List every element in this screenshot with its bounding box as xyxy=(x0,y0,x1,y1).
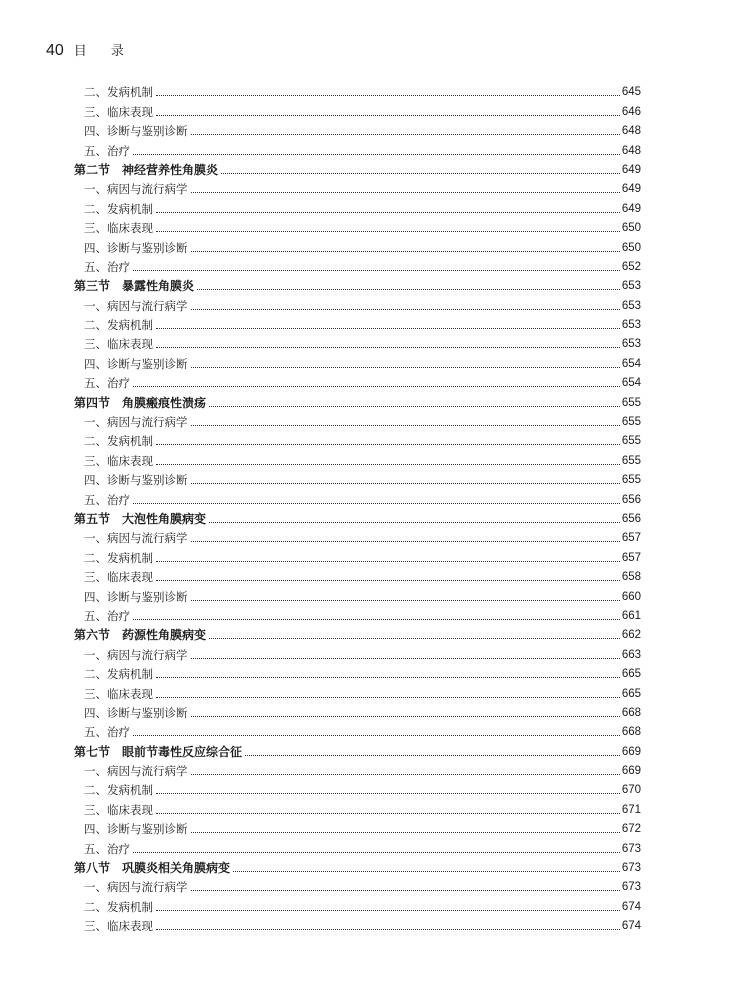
toc-subsection-entry[interactable] xyxy=(74,681,641,700)
toc-entry-label: 二、发病机制 xyxy=(84,318,153,333)
toc-subsection-entry[interactable] xyxy=(74,468,641,487)
toc-entry-label: 二、发病机制 xyxy=(84,434,153,449)
toc-entry-page-number: 669 xyxy=(621,745,641,758)
toc-entry-page-number: 654 xyxy=(621,357,641,370)
toc-entry-label: 三、临床表现 xyxy=(84,686,153,701)
toc-entry-label: 一、病因与流行病学 xyxy=(84,531,188,546)
toc-entry-page-number: 657 xyxy=(621,532,641,545)
toc-entry-label: 三、临床表现 xyxy=(84,453,153,468)
toc-subsection-entry[interactable] xyxy=(74,565,641,584)
toc-entry-label: 五、治疗 xyxy=(84,608,130,623)
toc-entry-page-number: 657 xyxy=(621,551,641,564)
toc-dot-leader xyxy=(233,870,620,872)
toc-dot-leader xyxy=(191,250,620,252)
toc-dot-leader xyxy=(133,269,620,271)
toc-dot-leader xyxy=(191,889,620,891)
toc-dot-leader xyxy=(191,773,620,775)
table-of-contents xyxy=(74,80,641,933)
toc-entry-page-number: 655 xyxy=(621,454,641,467)
toc-entry-page-number: 653 xyxy=(621,280,641,293)
toc-dot-leader xyxy=(133,851,620,853)
toc-dot-leader xyxy=(156,443,620,445)
toc-entry-page-number: 656 xyxy=(621,493,641,506)
toc-subsection-entry[interactable] xyxy=(74,410,641,429)
toc-subsection-entry[interactable] xyxy=(74,138,641,157)
toc-entry-page-number: 645 xyxy=(621,86,641,99)
toc-entry-label: 第七节 眼前节毒性反应综合征 xyxy=(74,744,243,759)
toc-entry-page-number: 665 xyxy=(621,668,641,681)
toc-subsection-entry[interactable] xyxy=(74,642,641,661)
toc-dot-leader xyxy=(156,812,620,814)
toc-entry-page-number: 653 xyxy=(621,338,641,351)
toc-entry-label: 第三节 暴露性角膜炎 xyxy=(74,279,195,294)
toc-section-entry[interactable] xyxy=(74,856,641,875)
toc-entry-label: 四、诊断与鉴别诊断 xyxy=(84,705,188,720)
header-title: 目 录 xyxy=(73,44,134,59)
toc-entry-page-number: 662 xyxy=(621,629,641,642)
toc-dot-leader xyxy=(245,754,620,756)
toc-entry-label: 二、发病机制 xyxy=(84,201,153,216)
toc-dot-leader xyxy=(191,657,620,659)
toc-entry-label: 第八节 巩膜炎相关角膜病变 xyxy=(74,861,231,876)
page-number: 40 xyxy=(46,42,64,59)
toc-dot-leader xyxy=(209,405,620,407)
toc-entry-label: 四、诊断与鉴别诊断 xyxy=(84,124,188,139)
toc-dot-leader xyxy=(191,715,620,717)
toc-subsection-entry[interactable] xyxy=(74,526,641,545)
toc-entry-label: 四、诊断与鉴别诊断 xyxy=(84,240,188,255)
toc-section-entry[interactable] xyxy=(74,507,641,526)
toc-dot-leader xyxy=(191,424,620,426)
toc-dot-leader xyxy=(191,831,620,833)
toc-dot-leader xyxy=(191,366,620,368)
toc-dot-leader xyxy=(156,346,620,348)
toc-subsection-entry[interactable] xyxy=(74,429,641,448)
toc-subsection-entry[interactable] xyxy=(74,216,641,235)
toc-subsection-entry[interactable] xyxy=(74,914,641,933)
toc-subsection-entry[interactable] xyxy=(74,778,641,797)
toc-entry-label: 一、病因与流行病学 xyxy=(84,880,188,895)
toc-entry-label: 二、发病机制 xyxy=(84,667,153,682)
toc-section-entry[interactable] xyxy=(74,739,641,758)
toc-subsection-entry[interactable] xyxy=(74,797,641,816)
toc-subsection-entry[interactable] xyxy=(74,836,641,855)
toc-entry-page-number: 660 xyxy=(621,590,641,603)
toc-entry-label: 第六节 药源性角膜病变 xyxy=(74,628,207,643)
toc-subsection-entry[interactable] xyxy=(74,701,641,720)
toc-entry-label: 三、临床表现 xyxy=(84,570,153,585)
toc-subsection-entry[interactable] xyxy=(74,875,641,894)
toc-entry-label: 二、发病机制 xyxy=(84,85,153,100)
toc-entry-label: 四、诊断与鉴别诊断 xyxy=(84,822,188,837)
toc-entry-page-number: 649 xyxy=(621,183,641,196)
toc-entry-label: 第四节 角膜瘢痕性溃疡 xyxy=(74,395,207,410)
toc-entry-label: 二、发病机制 xyxy=(84,899,153,914)
toc-subsection-entry[interactable] xyxy=(74,332,641,351)
toc-dot-leader xyxy=(209,521,620,523)
toc-dot-leader xyxy=(156,211,620,213)
toc-entry-page-number: 670 xyxy=(621,784,641,797)
toc-entry-label: 三、临床表现 xyxy=(84,802,153,817)
toc-entry-page-number: 668 xyxy=(621,706,641,719)
toc-dot-leader xyxy=(156,696,620,698)
toc-subsection-entry[interactable] xyxy=(74,371,641,390)
toc-entry-page-number: 650 xyxy=(621,241,641,254)
toc-subsection-entry[interactable] xyxy=(74,99,641,118)
toc-dot-leader xyxy=(156,463,620,465)
toc-entry-page-number: 668 xyxy=(621,726,641,739)
toc-entry-label: 五、治疗 xyxy=(84,376,130,391)
toc-entry-label: 第五节 大泡性角膜病变 xyxy=(74,511,207,526)
toc-entry-label: 二、发病机制 xyxy=(84,783,153,798)
toc-dot-leader xyxy=(133,385,620,387)
toc-entry-label: 一、病因与流行病学 xyxy=(84,298,188,313)
toc-dot-leader xyxy=(191,599,620,601)
toc-entry-page-number: 661 xyxy=(621,609,641,622)
toc-entry-page-number: 649 xyxy=(621,202,641,215)
toc-dot-leader xyxy=(191,540,620,542)
toc-dot-leader xyxy=(197,288,620,290)
toc-dot-leader xyxy=(156,560,620,562)
toc-entry-label: 三、临床表现 xyxy=(84,104,153,119)
toc-entry-page-number: 658 xyxy=(621,571,641,584)
toc-subsection-entry[interactable] xyxy=(74,119,641,138)
toc-section-entry[interactable] xyxy=(74,274,641,293)
toc-entry-page-number: 648 xyxy=(621,125,641,138)
toc-entry-page-number: 674 xyxy=(621,900,641,913)
toc-entry-label: 五、治疗 xyxy=(84,841,130,856)
toc-subsection-entry[interactable] xyxy=(74,545,641,564)
toc-entry-page-number: 673 xyxy=(621,881,641,894)
page-header xyxy=(46,40,134,62)
toc-dot-leader xyxy=(133,618,620,620)
toc-dot-leader xyxy=(156,230,620,232)
toc-entry-page-number: 655 xyxy=(621,416,641,429)
toc-dot-leader xyxy=(133,502,620,504)
toc-entry-page-number: 673 xyxy=(621,842,641,855)
toc-dot-leader xyxy=(156,676,620,678)
toc-dot-leader xyxy=(209,637,620,639)
toc-entry-label: 一、病因与流行病学 xyxy=(84,182,188,197)
toc-entry-label: 三、临床表现 xyxy=(84,919,153,934)
toc-section-entry[interactable] xyxy=(74,623,641,642)
toc-dot-leader xyxy=(156,909,620,911)
toc-dot-leader xyxy=(156,327,620,329)
toc-dot-leader xyxy=(133,153,620,155)
toc-entry-label: 四、诊断与鉴别诊断 xyxy=(84,473,188,488)
toc-entry-label: 五、治疗 xyxy=(84,143,130,158)
toc-entry-page-number: 674 xyxy=(621,920,641,933)
toc-subsection-entry[interactable] xyxy=(74,293,641,312)
toc-subsection-entry[interactable] xyxy=(74,313,641,332)
toc-entry-label: 二、发病机制 xyxy=(84,550,153,565)
toc-subsection-entry[interactable] xyxy=(74,487,641,506)
toc-entry-page-number: 655 xyxy=(621,474,641,487)
toc-entry-page-number: 671 xyxy=(621,803,641,816)
toc-dot-leader xyxy=(156,792,620,794)
toc-entry-page-number: 650 xyxy=(621,222,641,235)
toc-entry-label: 一、病因与流行病学 xyxy=(84,415,188,430)
toc-dot-leader xyxy=(221,172,620,174)
toc-entry-page-number: 655 xyxy=(621,396,641,409)
toc-dot-leader xyxy=(156,579,620,581)
toc-entry-page-number: 654 xyxy=(621,377,641,390)
toc-entry-label: 四、诊断与鉴别诊断 xyxy=(84,589,188,604)
toc-subsection-entry[interactable] xyxy=(74,235,641,254)
toc-entry-label: 五、治疗 xyxy=(84,725,130,740)
toc-entry-page-number: 652 xyxy=(621,260,641,273)
toc-subsection-entry[interactable] xyxy=(74,177,641,196)
toc-dot-leader xyxy=(133,734,620,736)
toc-subsection-entry[interactable] xyxy=(74,662,641,681)
toc-section-entry[interactable] xyxy=(74,390,641,409)
toc-entry-page-number: 655 xyxy=(621,435,641,448)
toc-entry-page-number: 673 xyxy=(621,862,641,875)
toc-entry-label: 四、诊断与鉴别诊断 xyxy=(84,356,188,371)
toc-dot-leader xyxy=(191,482,620,484)
toc-entry-label: 一、病因与流行病学 xyxy=(84,764,188,779)
toc-subsection-entry[interactable] xyxy=(74,80,641,99)
toc-entry-page-number: 669 xyxy=(621,765,641,778)
toc-dot-leader xyxy=(156,114,620,116)
toc-entry-label: 三、临床表现 xyxy=(84,337,153,352)
toc-subsection-entry[interactable] xyxy=(74,720,641,739)
toc-entry-label: 五、治疗 xyxy=(84,259,130,274)
toc-subsection-entry[interactable] xyxy=(74,584,641,603)
toc-entry-page-number: 653 xyxy=(621,319,641,332)
toc-entry-label: 一、病因与流行病学 xyxy=(84,647,188,662)
toc-dot-leader xyxy=(191,191,620,193)
toc-entry-page-number: 672 xyxy=(621,823,641,836)
toc-subsection-entry[interactable] xyxy=(74,817,641,836)
toc-subsection-entry[interactable] xyxy=(74,759,641,778)
toc-subsection-entry[interactable] xyxy=(74,448,641,467)
toc-dot-leader xyxy=(156,94,620,96)
toc-subsection-entry[interactable] xyxy=(74,894,641,913)
toc-entry-page-number: 653 xyxy=(621,299,641,312)
toc-dot-leader xyxy=(191,308,620,310)
toc-entry-page-number: 656 xyxy=(621,512,641,525)
toc-entry-label: 三、临床表现 xyxy=(84,221,153,236)
toc-subsection-entry[interactable] xyxy=(74,351,641,370)
toc-entry-page-number: 648 xyxy=(621,144,641,157)
toc-entry-page-number: 649 xyxy=(621,163,641,176)
toc-entry-page-number: 646 xyxy=(621,105,641,118)
toc-entry-label: 第二节 神经营养性角膜炎 xyxy=(74,162,219,177)
toc-dot-leader xyxy=(191,133,620,135)
toc-subsection-entry[interactable] xyxy=(74,255,641,274)
toc-dot-leader xyxy=(156,928,620,930)
toc-subsection-entry[interactable] xyxy=(74,196,641,215)
toc-subsection-entry[interactable] xyxy=(74,604,641,623)
toc-entry-page-number: 663 xyxy=(621,648,641,661)
toc-entry-label: 五、治疗 xyxy=(84,492,130,507)
toc-entry-page-number: 665 xyxy=(621,687,641,700)
toc-section-entry[interactable] xyxy=(74,158,641,177)
